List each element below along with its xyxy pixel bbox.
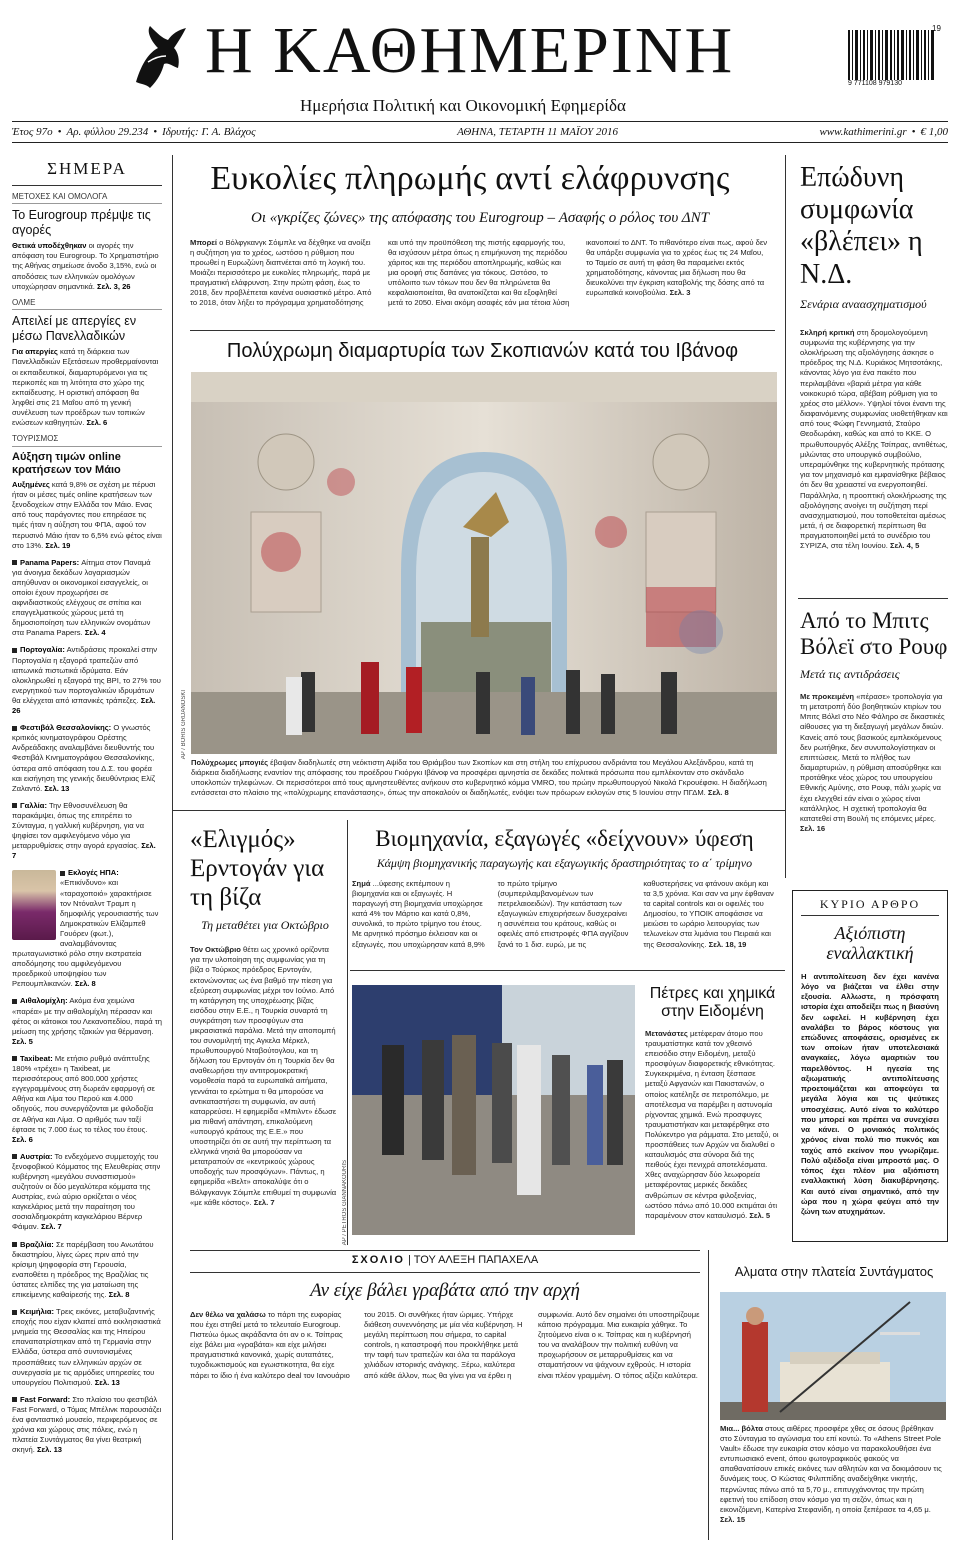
brief-item [12,801,162,862]
section-headline: Απειλεί με απεργίες εν μέσω Πανελλαδικών [12,314,137,344]
industry-story [352,826,777,959]
brief-item [12,1054,162,1145]
section-category: ΟΛΜΕ [12,298,162,311]
brief-text: Τρεις εικόνες, μεταβυζαντινής εποχής που είχαν κλαπεί από εκκλησιαστικά μνημεία της Θεσσαλίας και της Ηπείρου επαναπατρίστηκαν από τη Γερμανία στην Ελλάδα, ύστερα από συντονισμένες προσπάθειες των ελληνικών αρχών σε συνεργασία με τις αρμόδιες υπηρεσίες του υπουργείου Πολιτισμού. [12,1307,161,1387]
page-ref: Σελ. 7 [12,841,156,861]
skopje-arch-image [191,372,777,754]
page-ref: Σελ. 18, 19 [708,939,747,949]
idomeni-headline: Πέτρες και χημικά στην Ειδομένη [649,985,776,1020]
page-ref: Σελ. 13 [44,783,70,793]
erdogan-lead: Τον Οκτώβριο [190,945,241,955]
volley-lead: Με προκειμένη [800,691,855,701]
sidebar-title: ΣΗΜΕΡΑ [12,158,162,186]
editorial-box [792,890,948,1242]
info-bar: Έτος 97ο • Αρ. φύλλου 29.234 • Ιδρυτής: Γ. Α. Βλάχος ΑΘΗΝΑ, ΤΕΤΑΡΤΗ 11 ΜΑΪΟΥ 2016 www.kathimerini.gr • € 1,00 [12,121,948,143]
brief-lead: Γαλλία: [20,800,47,810]
newspaper-title: Η ΚΑΘΗΜΕΡΙΝΗ [205,14,735,87]
industry-deck: Κάμψη βιομηχανικής παραγωγής και εξαγωγικής δραστηριότητας το α΄ τρίμηνο [376,856,753,870]
erdogan-sub: Τη μεταθέτει για Οκτώβριο [201,918,329,933]
photo-credit: AP / BORIS GRDANOSKI [181,690,187,760]
right-sub: Σενάρια αναασχηματισμού [800,296,927,311]
section-category: ΤΟΥΡΙΣΜΟΣ [12,434,162,447]
right-lead: Σκληρή κριτική [800,327,855,337]
idomeni-body [645,1029,780,1221]
page-ref: Σελ. 26 [12,695,156,716]
athletics-body [720,1424,946,1525]
lead-body [190,238,770,308]
volley-sub: Μετά τις αντιδράσεις [800,666,900,681]
brief-lead: Taxibeat: [20,1053,53,1063]
photo-caption [191,758,777,798]
brief-text: Ο γνωστός κριτικός κινηματογράφου Ορέστης Ανδρεάδακης αναλαμβάνει διευθυντής του Φεστιβάλ Κινηματογράφου Θεσσαλονίκης, ύστερα από απόφαση του Δ.Σ. του φορέα και εισήγηση της γενικής διευθύντριας Ελίζ Ζαλαντό. [12,723,156,793]
editorial-label: ΚΥΡΙΟ ΑΡΘΡΟ [801,897,939,916]
lead-intro: Μπορεί [190,238,217,247]
brief-text: Αίτημα στον Παναμά για άνοιγμα δεκάδων λογαριασμών απηύθυναν οι οικονομικοί εισαγγελείς, οι οποίοι έχουν προχωρήσει σε αιφνιδιαστικούς ελέγχους σε σπίτια και επαγγελματικούς χώρους μετά τη δημοσιοποίηση των ελληνικών ονομάτων στα Panama Papers. [12,557,151,638]
section-lead: Για απεργίες [12,347,58,357]
brief-lead: Φεστιβάλ Θεσσαλονίκης: [20,723,112,733]
website-link[interactable]: www.kathimerini.gr [819,126,907,138]
section-text: οι αγορές την απόφαση του Eurogroup. Το Χρηματιστήριο της Αθήνας σημείωσε άνοδο 3,15%, ενώ οι αποδόσεις των ελληνικών ομολόγων υποχώρησαν σημαντικά. [12,241,159,291]
divider [190,1250,700,1251]
bullet-icon [12,1242,17,1247]
page-ref: Σελ. 7 [40,1222,62,1232]
column-rule [708,1250,709,1540]
bullet-icon [12,1056,17,1061]
page-ref: Σελ. 4 [84,628,106,638]
pegasus-logo-icon [128,22,190,94]
pole-vault-photo [720,1292,946,1420]
caption-lead: Πολύχρωμες μπογιές [191,758,269,767]
bullet-icon [12,1310,17,1315]
brief-item [12,1395,162,1456]
barcode-number: 9 771108 979130 [848,80,902,87]
idomeni-lead: Μετανάστες [645,1029,688,1038]
section-lead: Αυξημένες [12,480,50,490]
right-body [800,328,950,552]
info-year: Έτος 97ο [12,126,53,138]
column-text: το πάρτι της ευφορίας που έχει στηθεί μετά το τελευταίο Eurogroup. Πιστεύω όμως ακράδαντα ότι αν ο κ. Τσίπρας είχε βάλει μια «γραβάτα» και είχε μιλήσει πραγματιστικά κανονικά, χωρίς αυταπάτες, τυχοδιωκτισμούς και εγωιστικοτητα, θα είχε πάρει το ίδιο ή ένα καλύτερο deal τον Ιανουάριο του 2015. Οι συνθήκες ήταν ώριμες. Υπήρχε διάθεση συνεννόησης με μία νέα κυβέρνηση. Η μεγάλη περίπτωση που σήμερα, το capital controls, η καταστροφή που προκλήθηκε μετά την ταφή των τραπεζών και όλα τα παράλογα χιλιάδων ιστορικής ανάγκης. Ξέρω, καλύτερα από κάθε άλλον, πως θα γίνει για να έρθει η συμφωνία. Αυτό δεν σημαίνει ότι υποστηρίζουμε κάποιο πρόγραμμα. Μια ευκαιρία χάθηκε. Το ζητούμενο είναι ο κ. Τσίπρας και η κυβέρνησή του να αναλάβουν την πολιτική ευθύνη να προχωρήσουν σε μεταρρυθμίσεις και να σταματήσουν να ψάχνουν εχθρούς. Η ιστορία είναι πλέον γραμμένη. Ο τόπος αξίζει καλύτερα. [190,1310,700,1380]
page-ref: Σελ. 13 [94,1377,120,1387]
photo-credit: AP / PETROS GIANNAKOURIS [342,1160,348,1246]
skopje-arch-photo [191,372,777,754]
barcode-issue: 19 [932,24,941,33]
price: € 1,00 [920,126,948,138]
brief-lead: Αυστρία: [20,1151,53,1161]
brief-lead: Βραζιλία: [20,1239,54,1249]
erdogan-body [190,945,340,1207]
industry-lead: Σημά [352,879,371,888]
bullet-icon [12,1397,17,1402]
brief-lead: Panama Papers: [20,557,80,567]
erdogan-headline: «Ελιγμός» Ερντογάν για τη βίζα [190,826,325,911]
brief-text: Αντιδράσεις προκαλεί στην Πορτογαλία η εξαγορά τραπεζών από ιαπωνικά πιστωτικά ιδρύματα. Εάν ολοκληρωθεί η εξαγορά της BPI, το 27% του ενεργητικού των πορτογαλικών ιδρυμάτων θα ελέγχεται από ισπανικές τράπεζες. [12,645,161,705]
brief-lead: Fast Forward: [20,1394,71,1404]
idomeni-image [352,985,635,1235]
column-label-text: ΣΧΟΛΙΟ [351,1254,405,1266]
erdogan-text: θέτει ως χρονικό ορίζοντα για την υλοποίηση της συμφωνίας για τη βίζα ο Τούρκος πρόεδρος Ερντογάν, εκτονώνοντας ως ένα βαθμό την πίεση για εξεύρεση συμφωνίας μέχρι τον Ιούνιο. Από τη κατάργηση της υποχρέωσης βίζας εισόδου στην Ε.Ε., η Τουρκία συναρτά τη συγκράτηση των προσφύγων στα μικρασιατικά παράλια. Μετά την αποπομπή του συνομιλητή της Αγκελα Μέρκελ, πρωθυπουργού Νταβούτογλου, και τη δήλωση του Ερντογάν ότι η Τουρκία δεν θα αναθεωρήσει την αντιτρομοκρατική νομοθεσία παρά τα ευρωπαϊκά αιτήματα, γεννάται το ερώτημα τι θα μπορούσε να αντικαταστήσει τη συμφωνία, αν αυτή καταρρεύσει. Η εφημερίδα «Μπιλντ» έδωσε μια πιθανή απάντηση, επικαλούμενη «υπουργό κράτους της Ε.Ε.» που υποστηρίζει ότι σε αυτή την περίπτωση τα ελληνικά νησιά θα μπορούσαν να μετατραπούν σε «κεντρικούς χώρους υποδοχής των προσφύγων». Πάντως, η εφημερίδα «Βελτ» αποκαλύψε ότι ο Βόλφγκανγκ Σόιμπλε επιθυμεί τη συμφωνία «με κάθε κόστος». [190,945,337,1207]
brief-text: Την Εθνοσυνέλευση θα παρακάμψει, όπως της επιτρέπει το Σύνταγμα, η γαλλική κυβέρνηση, για να ψηφίσει τον αμφιλεγόμενο νόμο για μεταρρυθμίσεις στην αγορά εργασίας. [12,800,144,851]
bullet-icon [12,648,17,653]
lead-deck: Οι «γκρίζες ζώνες» της απόφασης του Eurogroup – Ασαφής ο ρόλος του ΔΝΤ [251,210,709,226]
page-ref: Σελ. 6 [86,417,108,427]
volley-story [800,608,950,834]
erdogan-story [190,826,340,1208]
sidebar-section [12,434,162,551]
page-ref: Σελ. 19 [45,540,71,550]
industry-text: ...ύφεσης εκπέμπουν η βιομηχανία και οι εξαγωγές. Η παραγωγή στη βιομηχανία υποχώρησε κατά 4% τον Μάρτιο και κατά 0,8%, συνολικά, το πρώτο τρίμηνο του έτους. Με αρνητικό πρόσημο έκλεισαν και οι εξαγωγές, που υποχώρησαν κατά 8,9% το πρώτο τρίμηνο (συμπεριλαμβανομένων των πετρελαιοειδών). Την κατάσταση των εξαγωγικών επιχειρήσεων δυσχεραίνει η ασυνέπεια του κράτους, καθώς οι οφειλές από επιστροφές ΦΠΑ αγγίζουν ξανά το 1 δισ. ευρώ, με τις καθυστερήσεις να φτάνουν ακόμη και τα 3,5 χρόνια. Και σαν να μην έφθαναν τα capital controls και οι οφειλές του Δημοσίου, το ΥΠΟΙΚ αποφάσισε να μειώσει το ωράριο λειτουργίας των τελωνείων στα λιμάνια του Πειραιά και της Θεσσαλονίκης. [352,879,774,949]
column-headline: Αν είχε βάλει γραβάτα από την αρχή [310,1280,580,1301]
page-ref: Σελ. 3, 26 [97,281,131,291]
brief-item [12,723,162,794]
brief-item [12,558,162,639]
editorial-body: Η αντιπολίτευση δεν έχει κανένα λόγο να βιάζεται να έλθει στην εξουσία. Αλλωστε, η πρόσφατη ιστορία έχει αποδείξει πως η βιασύνη δεν ωφελεί. Η κυβέρνηση έχει αναλάβει το βάρος κόστους για επώδυνες αποφάσεις, ορισμένες εκ των οποίων ήταν υποτελεσιακά αναγκαίες, λόγω αμαρτιών του παρελθόντος. Η ηγεσία της αξιωματικής αντιπολίτευσης προετοιμάζεται και αποφεύγει τα μεγάλα λόγια και τις ψεύτικες υποσχέσεις. Αυτό είναι το καλύτερο που μπορεί και πρέπει να συνεχίσει να κάνει. Ο μονιακός πολιτικός χρόνος είναι πολύ πιο πυκνός και ταχύς από εκείνον που γνωρίζαμε. Πολύ αξιέδοξα είναι μπροστά μας. Ο τόπος έχει πλέον μια αξιόπιστη εναλλακτική λύση διακυβέρνησης. Και αυτό είναι σημαντικό, από την ώρα που η χώρα φεύγει από την ζώνη των ατυχημάτων. [801,971,939,1216]
brief-text: Το ενδεχόμενο συμμετοχής του ξενοφοβικού Κόμματος της Ελευθερίας στην κυβέρνηση «μεγάλου συνασπισμού» συζητούν οι δύο μεγαλύτερα κόμματα της Αυστρίας, ενώ αύριο ορκίζεται ο νέος καγκελάριος μετά την παραίτηση του σοσιαλδημοκράτη καγκελάριου Βέρνερ Φάιμαν. [12,1151,161,1232]
page-ref: Σελ. 7 [253,1197,275,1207]
dateline: ΑΘΗΝΑ, ΤΕΤΑΡΤΗ 11 ΜΑΪΟΥ 2016 [457,126,618,138]
editorial-headline: Αξιόπιστη εναλλακτική [826,923,914,963]
brief-lead: Κειμήλια: [20,1307,55,1317]
athletics-text: στους αιθέρες προσφέρε χθες σε όσους βρέθηκαν στο Σύνταγμα το αγώνισμα του επί κοντώ. Το «Athens Street Pole Vault» έδωσε την ευκαιρία στον κόσμο να παρακολουθήσει ένα εντυπωσιακό event, όπου φωτογραφικούς φακούς να απαθανατίσουν επικές εικόνες των αθλητών και να δοκιμάσουν τις δυνάμεις τους. Ο Κώστας Φιλιππίδης αναδείχθηκε νικητής, περνώντας πάνω από τα 5,70 μ., επιτυγχάνοντας την πρώτη εφετινή του επίδοση στον κόσμο για τη σεζόν, όπως και η εικονιζόμενη, Κατερίνα Στεφανίδη, η οποία ξεπέρασε τα 4,65 μ. [720,1424,942,1514]
divider [190,1272,700,1273]
page-ref: Σελ. 4, 5 [890,541,920,551]
section-headline: Αύξηση τιμών online κρατήσεων τον Μάιο [12,450,121,476]
brief-item [12,1307,162,1388]
page-ref: Σελ. 6 [12,1134,33,1144]
brief-text: Με ετήσιο ρυθμό ανάπτυξης 180% «τρέχει» η Taxibeat, με περισσότερους από 800.000 χρήστες εγγεγραμμένους στη δωρεάν εφαρμογή σε Αθήνα και Λίμα του Περού και 4.000 οδηγούς, που συνεργάζονται με φιλοδοξία σε Αθήνα και Λίμα. Ο αριθμός των ταξί έφτασε τις 7.000 έως το τέλος του έτους. [12,1053,155,1134]
brief-item [12,1152,162,1233]
section-category: ΜΕΤΟΧΕΣ ΚΑΙ ΟΜΟΛΟΓΑ [12,192,162,205]
divider [350,970,785,971]
sidebar-today [12,158,162,1455]
brief-lead: Πορτογαλία: [20,645,65,655]
bullet-icon [12,803,17,808]
lead-text: ο Βόλφγκανγκ Σόιμπλε να δέχθηκε να ανοίξει η συζήτηση για το χρέος, ωστόσο η ρύθμιση που προωθεί η Ευρωζώνη διαπνέεται από τη λογική του. Μοιάζει περισσότερο με ευκολίες πληρωμής, παρά με πραγματική ελάφρυνση. Στην πρώτη φάση, έως το 2018, δεν προβλέπεται κανένα ουσιαστικό μέτρο. Από το 2018, όταν λήξει το πρόγραμμα χρηματοδότησης και υπό την προϋπόθεση της πιστής εφαρμογής του, θα ισχύσουν μέτρα όπως η επιμήκυνση της περιόδου χάριτος και της περιόδου αποπληρωμής, καθώς και μια οροφή στις δαπάνες για τόκους. Ωστόσο, το υπόλοιπο των τόκων που δεν θα πληρώνεται θα κεφαλαιοποιείται, θα ανατοκίζεται και θα εξοφληθεί μετά το 2050. Είναι ακόμη ασαφές εάν μια τέτοια λύση ικανοποιεί το ΔΝΤ. Το πιθανότερο είναι πως, αφού δεν θα υπάρξει συμφωνία για το χρέος έως τις 24 Μαΐου, το Ταμείο σε αυτή τη φάση θα παραμείνει εκτός χρηματοδότησης, κάνοντας μια δήλωση που θα διευκολύνει την έγκριση καταβολής της δόσης από τα ευρωπαϊκά κοινοβούλια. [190,238,767,308]
pole-vault-image [720,1292,946,1420]
brief-item [12,868,162,989]
volley-text: «πέρασε» τροπολογία για τη μετατροπή δύο βοηθητικών κτιρίων του Μπιτς Βόλεϊ στο Νέο Φάληρο σε δικαστικές αίθουσες για τη διεξαγωγή μεγάλων δικών. Κανείς από τους βασικούς εμπλεκόμενους δεν ρωτήθηκε, δεν συνυπολογίστηκαν οι επιπτώσεις. Μετά το πλήθος των διαμαρτυριών, η ρύθμιση αποσύρθηκε και προτάθηκε νέος χώρος του υπουργείου Εθνικής Αμύνης, στο Ρουφ, πάλι χωρίς να έχει ελεγχθεί εάν είναι ο χώρος είναι κατάλληλος. Η σχετική τροπολογία θα κατατεθεί στη Βουλή τις επόμενες μέρες. [800,691,945,823]
page-ref: Σελ. 15 [720,1514,746,1524]
info-sheet: Αρ. φύλλου 29.234 [66,126,149,138]
page-ref: Σελ. 3 [669,288,691,298]
newspaper-subtitle: Ημερήσια Πολιτική και Οικονομική Εφημερίδα [300,96,626,115]
page-ref: Σελ. 16 [800,824,826,834]
page-ref: Σελ. 5 [12,1036,33,1046]
column-rule [172,155,173,1540]
column-lead: Δεν θέλω να χαλάσω [190,1310,266,1319]
brief-item [12,645,162,716]
brief-text: Σε παρέμβαση του Ανωτάτου δικαστηρίου, λίγες ώρες πριν από την κρίσιμη ψηφοφορία στη Γερουσία, εναποθέτει η πρόεδρος της Βραζιλίας τις ύστατες ελπίδες της για ματαίωση της επικείμενης καθαίρεσής της. [12,1239,154,1300]
brief-text: Στο πλαίσιο του φεστιβάλ Fast Forward, ο Τόμας Μπέλινκ παρουσιάζει ένα φανταστικό μουσείο, περιφερόμενος σε χρόνια και χώρους στις πόλεις, ενώ η πλατεία Συντάγματος θα γίνει θεατρική σκηνή. [12,1394,162,1455]
lead-headline: Ευκολίες πληρωμής αντί ελάφρυνσης [210,160,730,197]
industry-body [352,879,777,959]
brief-item [12,1240,162,1301]
section-text: κατά 9,8% σε σχέση με πέρυσι ήταν οι μέσες τιμές online κρατήσεων των ξενοδοχείων στην Ελλάδα τον Μάιο. Ενας από τους παράγοντες που επηρέασε τις τιμές ήταν η αύξηση του ΦΠΑ, αφού τον περυσινό Μάιο ήταν το 6,5% ενώ φέτος είναι στο 13%. [12,480,162,550]
column-label: ΣΧΟΛΙΟ | ΤΟΥ ΑΛΕΞΗ ΠΑΠΑΧΕΛΑ [351,1254,539,1266]
bullet-icon [12,1154,17,1159]
bullet-icon [12,560,17,565]
idomeni-story [645,985,780,1221]
caption-text: έβαψαν διαδηλωτές στη νεόκτιστη Αψίδα του Θριάμβου των Σκοπίων και στη στήλη του επίχρυσου ανδριάντα του Μεγάλου Αλεξάνδρου, κατά τη διάρκεια διαδήλωσης εναντίον της απόφασης του προέδρου Γκιόργκι Ιβάνοφ να προσφέρει αμνηστία σε δεκάδες πολιτικά πρόσωπα που εμπλέκονταν στο σκάνδαλο υποκλοπών τηλεφώνων. Οι περισσότεροι από τους αμνηστευθέντες ανήκουν στο κυβερνητικό κόμμα VMRO, του πρώην πρωθυπουργού Νικολά Γκρουέφσκι. Η διαδήλωση εντάσσεται στο πλαίσιο της «πολύχρωμης επανάστασης», όπως την αποκαλούν οι διαδηλωτές, ενόψει των πρόωρων εκλογών στις 5 Ιουνίου στην ΠΓΔΜ. [191,758,767,798]
page-ref: Σελ. 8 [74,979,96,989]
brief-lead: Εκλογές ΗΠΑ: [68,868,119,878]
section-lead: Θετικά υποδέχθηκαν [12,241,87,251]
idomeni-photo [352,985,635,1235]
volley-body [800,692,950,834]
right-headline: Επώδυνη συμφωνία «βλέπει» η Ν.Δ. [800,162,923,290]
column-body [190,1310,700,1540]
right-text: στη δρομολογούμενη συμφωνία της κυβέρνησης για την ολοκλήρωση της αξιολόγησης άσκησε ο πρόεδρος της Ν.Δ. Κυριάκος Μητσοτάκης, κάνοντας λόγο για ένα πακέτο που περιλαμβάνει «βαριά μέτρα για κάθε νοικοκυριό τώρα, αβέβαιη ρύθμιση για το χρέος στο μέλλον». Υψηλοί τόνοι έναντι της διαφαινόμενης συμφωνίας υιοθετήθηκαν και από τους Φώφη Γεννηματά, Σταύρο Θεοδωράκη, καθώς και από το ΚΚΕ. Ο πρωθυπουργός Αλέξης Τσίπρας, αντιθέτως, μιλώντας στο υπουργικό συμβούλιο, υπεραμύνθηκε της κυβερνητικής πρότασης για τον μηχανισμό και εμφανίσθηκε βέβαιος ότι δεν θα χρειαστεί να ενεργοποιηθεί. Παράλληλα, η προοπτική ολοκλήρωσης της αξιολόγησης ανοίγει τη συζήτηση περί ανασχηματισμού, που τοποθετείται αμέσως μετά, ή σε διαφορετική περίπτωση θα πραγματοποιηθεί μετά το συνέδριο του ΣΥΡΙΖΑ, στα τέλη Ιουνίου. [800,327,948,551]
column-rule [785,155,786,878]
bullet-icon [12,726,17,731]
industry-headline: Βιομηχανία, εξαγωγές «δείχνουν» ύφεση [375,826,754,851]
barcode [848,24,943,90]
column-author: ΤΟΥ ΑΛΕΞΗ ΠΑΠΑΧΕΛΑ [413,1254,539,1266]
sidebar-section [12,298,162,428]
section-headline: Το Eurogroup πρέμψε τις αγορές [12,208,151,238]
info-founder: Ιδρυτής: Γ. Α. Βλάχος [162,126,256,138]
athletics-lead: Μια... βόλτα [720,1424,763,1433]
volley-headline: Από το Μπιτς Βόλεϊ στο Ρουφ [800,608,948,660]
right-story [800,162,950,552]
brief-text: «Επικίνδυνο» και «ταραχοποιό» χαρακτήρισε τον Ντόναλντ Τραμπ η δημοφιλής γερουσιαστής των Δημοκρατικών Ελίζαμπεθ Γουόρεν (φωτ.), αναλαμβάνοντας πρωταγωνιστικό ρόλο στην εκστρατεία αποδόμησης του αμφιλεγόμενου προεδρικού υποψηφίου των Ρεπουμπλικανών. [12,878,159,989]
athletics-headline: Αλματα στην πλατεία Συντάγματος [734,1264,934,1279]
section-text: κατά τη διάρκεια των Πανελλαδικών Εξετάσεων προθερμαίνονται οι εκπαιδευτικοί, διαμαρτυρόμενοι για τις περικοπές και τη λιτότητα στο χώρο της εκπαίδευσης. Η οριστική απόφαση θα ληφθεί στις 21 Μαΐου από τη γενική συνέλευση των προέδρων των τοπικών ενώσεων καθηγητών. [12,347,159,427]
warren-photo [12,870,56,940]
divider [798,598,948,599]
bullet-icon [60,871,65,876]
photo-story-title: Πολύχρωμη διαμαρτυρία των Σκοπιανών κατά του Ιβάνοφ [226,340,739,362]
page-ref: Σελ. 8 [707,788,729,798]
divider [190,330,775,331]
brief-item [12,996,162,1046]
page-ref: Σελ. 5 [749,1210,771,1220]
divider [172,810,786,811]
bullet-icon [12,999,17,1004]
idomeni-text: μετέφεραν άτομο που τραυματίστηκε κατά τον χθεσινό επεισόδιο στην Ειδομένη, μεταξύ προσφύγων διαφορετικής εθνικότητας. Συγκεκριμένα, η ένταση ξέσπασε μεταξύ Αφγανών και Πακιστανών, ο οποίος κατέληξε σε πετροπόλεμο, με αποτέλεσμα να παρέμβει η αστυνομία ρίχνοντας χημικά. Ενώ προσφυγες τραυματιστήκαν και μεταφέρθηκε στο Πολύκεντρο για ράμματα. Στο μεταξύ, οι προσπάθειες των Αρχών να διαλυθεί ο καταυλισμός στα σύνορα διά της πειθούς έχει πενιχρά αποτελέσματα. Χθες αναχώρησαν δύο λεωφορεία μεταφέροντας μερικές δεκάδες ανθρώπων σε κέντρα φιλοξενίας, ωστόσο πάνω από 10.000 εκτιμάται ότι παραμένουν στον καταυλισμό. [645,1029,779,1220]
brief-lead: Αιθαλομίχλη: [20,996,68,1006]
brief-text: Ακόμα ένα χειμώνα «παρέα» με την αιθαλομίχλη πέρασαν και φέτος οι κάτοικοι του Λεκανοπεδίου, παρά τη μείωση της χρήσης τζακιών για θέρμανση. [12,996,162,1036]
sidebar-section [12,192,162,292]
page-ref: Σελ. 8 [108,1290,130,1300]
page-ref: Σελ. 13 [36,1445,63,1455]
